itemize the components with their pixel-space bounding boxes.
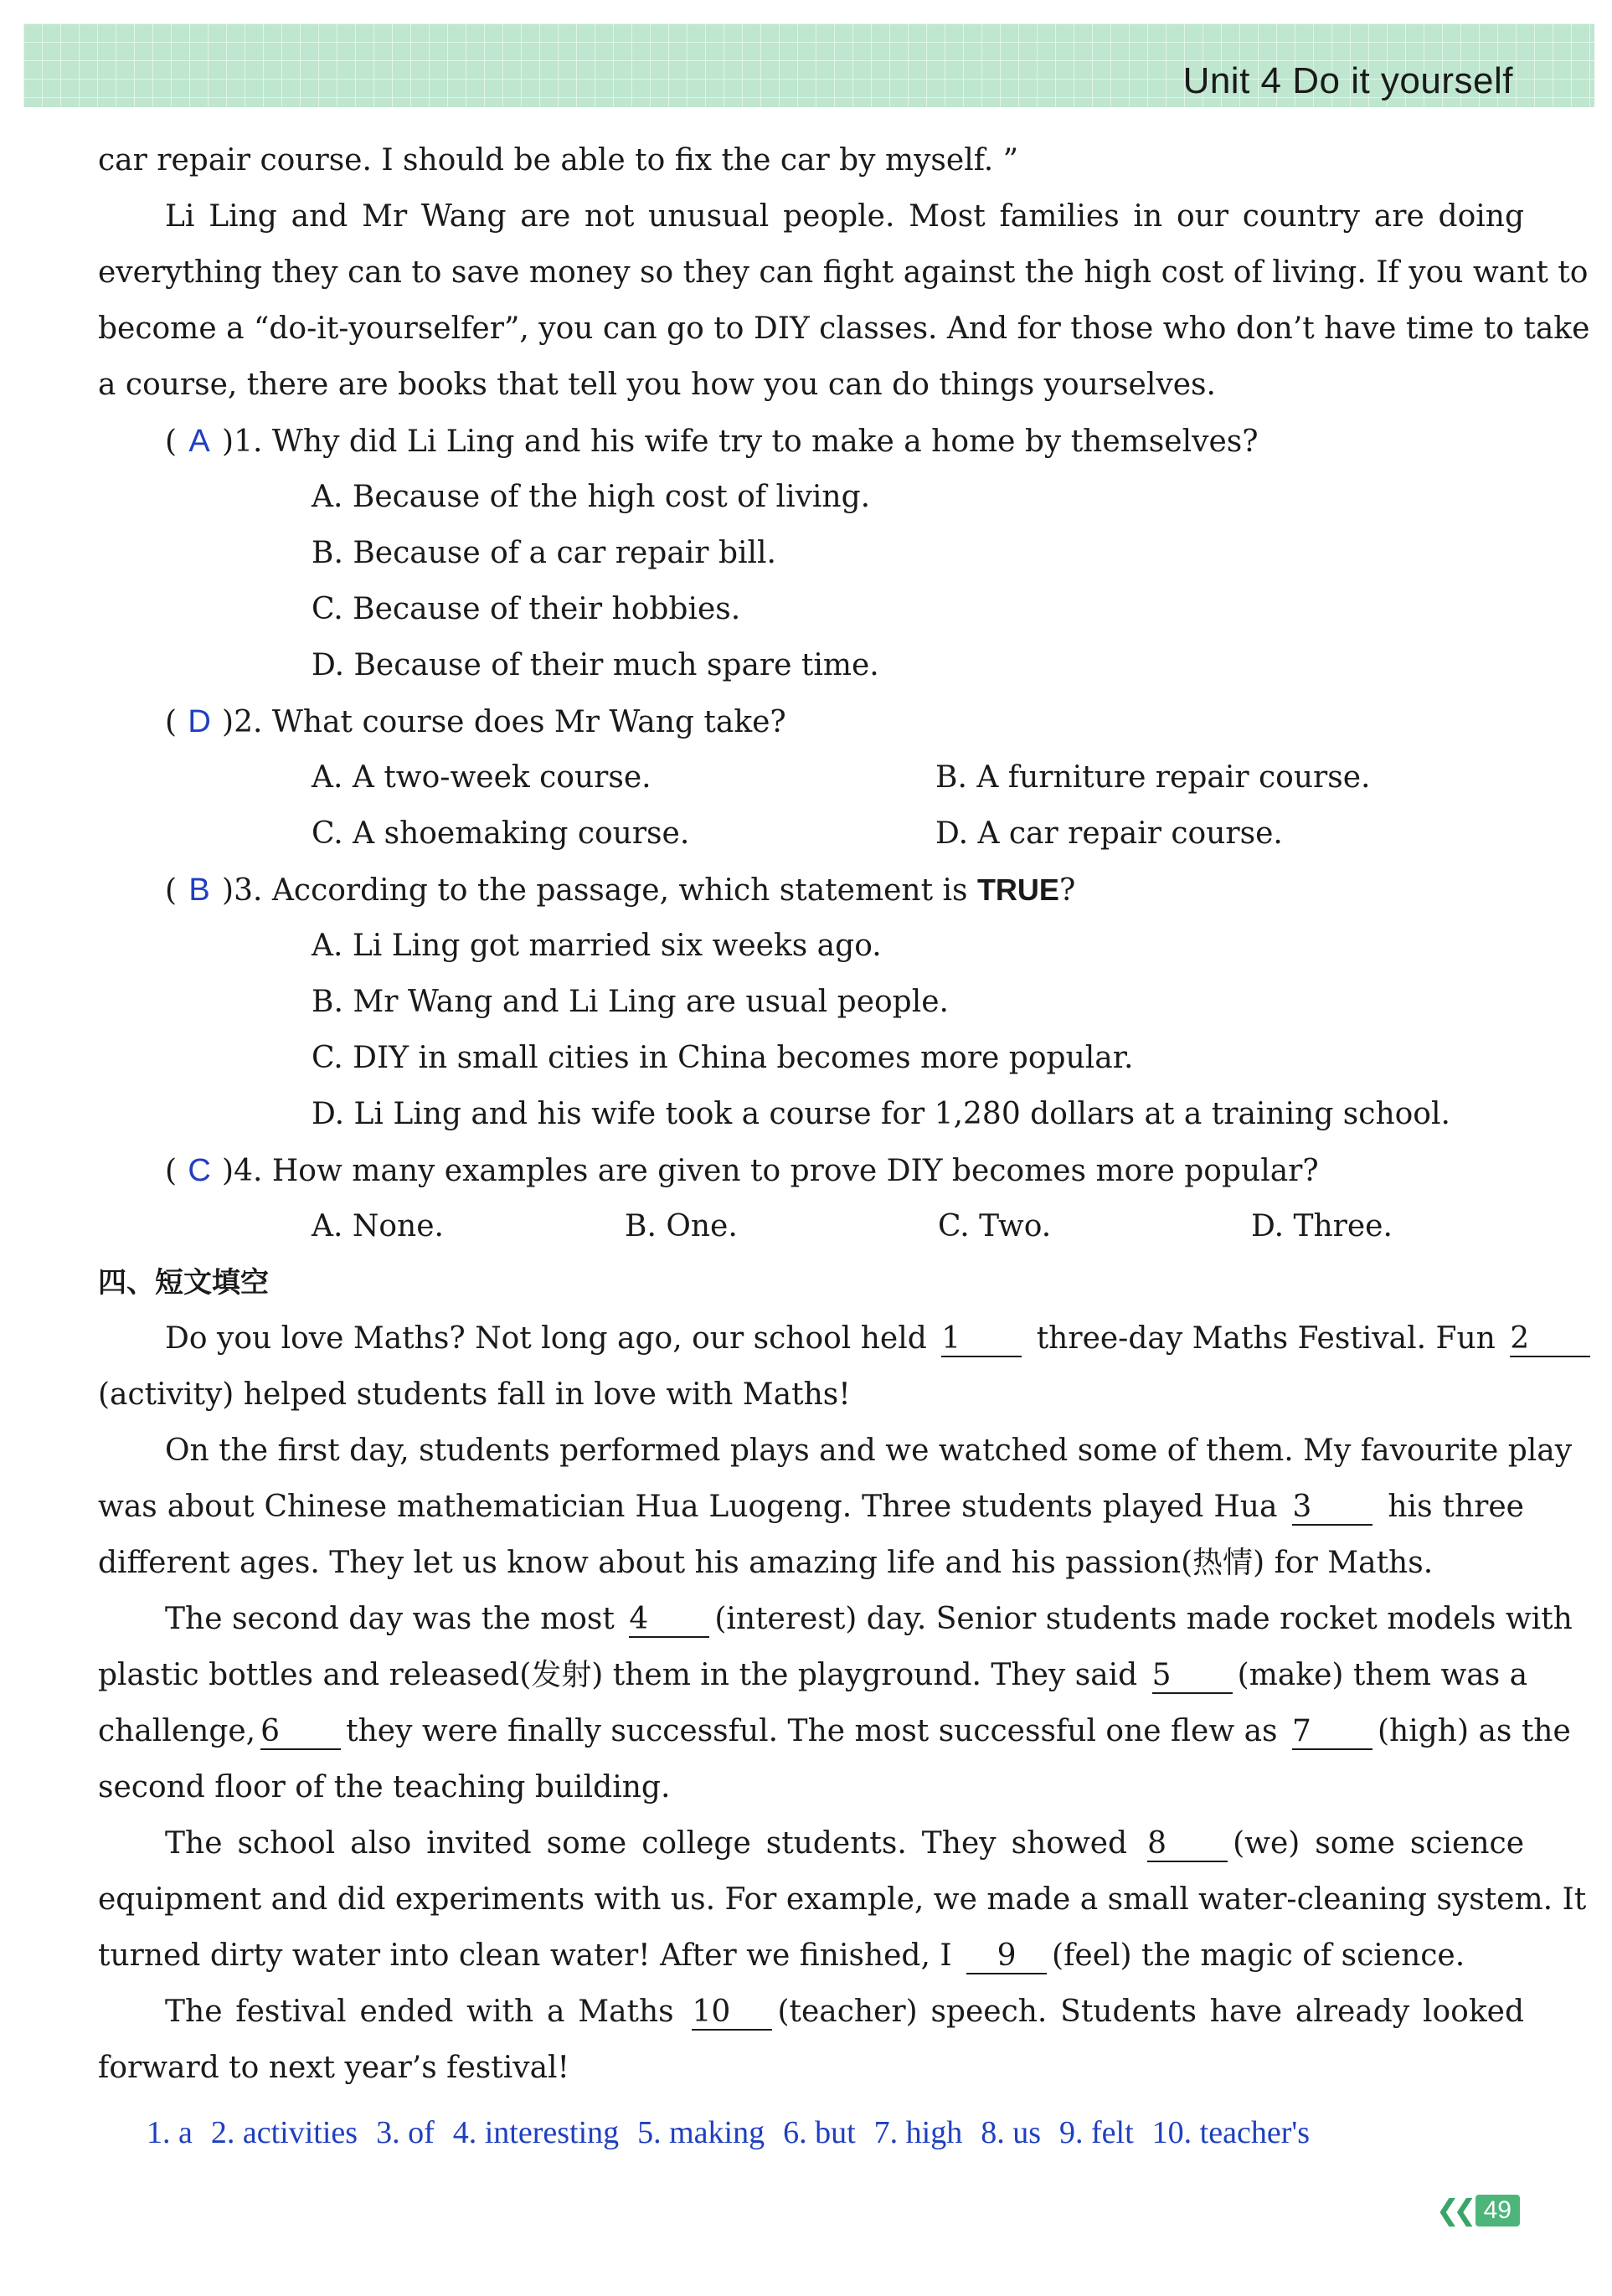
answer-item: 5. making: [637, 2115, 765, 2150]
answer-item: 7. high: [873, 2115, 963, 2150]
passage-line: car repair course. I should be able to fix the car by myself. ”: [98, 143, 1019, 178]
answer-item: 6. but: [783, 2115, 856, 2150]
option: C. Two.: [938, 1209, 1052, 1243]
answer-mark: B: [188, 873, 210, 908]
cloze-line: different ages. They let us know about his amazing life and his passion(热情) for Maths.: [98, 1546, 1434, 1580]
option-row: [98, 809, 1524, 865]
option: A. Li Ling got married six weeks ago.: [312, 929, 882, 963]
option: C. Because of their hobbies.: [312, 592, 741, 626]
cloze-line: second floor of the teaching building.: [98, 1770, 671, 1804]
page-number: 49: [1476, 2195, 1520, 2227]
option: C. DIY in small cities in China becomes more popular.: [312, 1041, 1134, 1075]
blank-1: 1: [941, 1322, 1022, 1357]
cloze-line: (activity) helped students fall in love with Maths!: [98, 1377, 851, 1412]
answer-item: 1. a: [147, 2115, 193, 2150]
page-number-badge: [1436, 2194, 1520, 2227]
page-content: [98, 136, 1590, 2164]
question-2: ( D )2. What course does Mr Wang take?: [98, 697, 1524, 753]
passage-line: Li Ling and Mr Wang are not unusual people. Most families in our country are doing: [165, 199, 1524, 234]
blank-10: 10: [692, 1995, 772, 2031]
option: C. A shoemaking course.: [312, 816, 690, 851]
blank-8: 8: [1147, 1827, 1228, 1862]
option: A. Because of the high cost of living.: [312, 480, 871, 514]
blank-3: 3: [1292, 1490, 1373, 1526]
question-text: According to the passage, which statement is: [271, 873, 977, 908]
cloze-line: equipment and did experiments with us. For example, we made a small water-cleaning system. It: [98, 1882, 1587, 1917]
answer-item: 4. interesting: [452, 2115, 620, 2150]
blank-5: 5: [1152, 1659, 1233, 1694]
cloze-line: The festival ended with a Maths 10 (teacher) speech. Students have already looked: [165, 1995, 1524, 2029]
cloze-line: forward to next year’s festival!: [98, 2051, 570, 2085]
answer-item: 8. us: [981, 2115, 1042, 2150]
blank-2: 2: [1510, 1322, 1590, 1357]
cloze-line: Do you love Maths? Not long ago, our school held 1 three-day Maths Festival. Fun 2: [98, 1314, 1524, 1370]
question-number: )4.: [222, 1154, 263, 1188]
cloze-line: was about Chinese mathematician Hua Luogeng. Three students played Hua 3 his three: [98, 1490, 1524, 1524]
cloze-line: turned dirty water into clean water! After we finished, I 9 (feel) the magic of science.: [98, 1938, 1465, 1973]
option: D. Li Ling and his wife took a course for 1,280 dollars at a training school.: [312, 1097, 1450, 1131]
blank-7: 7: [1292, 1715, 1373, 1750]
question-number: )1.: [222, 425, 263, 459]
option: D. Because of their much spare time.: [312, 648, 879, 682]
blank-9: 9: [966, 1939, 1047, 1974]
passage-line: a course, there are books that tell you how you can do things yourselves.: [98, 368, 1216, 402]
answer-mark: C: [188, 1153, 211, 1188]
option: D. A car repair course.: [935, 816, 1283, 851]
passage-line: everything they can to save money so they can fight against the high cost of living. If you want to: [98, 255, 1589, 290]
passage-line: become a “do-it-yourselfer”, you can go to DIY classes. And for those who don’t have time to take: [98, 311, 1590, 346]
option: A. None.: [312, 1209, 444, 1243]
question-text: What course does Mr Wang take?: [271, 705, 786, 739]
answer-key: [98, 2108, 1524, 2164]
option: D. Three.: [1251, 1209, 1393, 1243]
question-emphasis: TRUE: [976, 873, 1059, 907]
question-3: ( B )3. According to the passage, which statement is TRUE?: [98, 865, 1524, 921]
cloze-line: The second day was the most 4 (interest) day. Senior students made rocket models with: [165, 1602, 1573, 1636]
question-text: ?: [1058, 873, 1076, 908]
option: B. A furniture repair course.: [935, 760, 1371, 795]
cloze-line: challenge, 6 they were finally successful. The most successful one flew as 7 (high) as the: [98, 1714, 1571, 1748]
cloze-line: The school also invited some college students. They showed 8 (we) some science: [165, 1826, 1524, 1861]
answer-mark: D: [188, 704, 211, 739]
option: B. Because of a car repair bill.: [312, 536, 776, 570]
option-row: [98, 1202, 1524, 1258]
answer-item: 10. teacher's: [1151, 2115, 1310, 2150]
question-1: ( A )1. Why did Li Ling and his wife try to make a home by themselves?: [98, 416, 1524, 472]
question-number: )3.: [222, 873, 263, 908]
question-4: ( C )4. How many examples are given to prove DIY becomes more popular?: [98, 1145, 1524, 1202]
question-text: How many examples are given to prove DIY becomes more popular?: [271, 1154, 1319, 1188]
option: B. One.: [625, 1209, 738, 1243]
option: A. A two-week course.: [312, 760, 651, 795]
double-chevron-left-icon: ❮❮: [1435, 2194, 1470, 2227]
answer-mark: A: [188, 424, 210, 459]
cloze-line: plastic bottles and released(发射) them in the playground. They said 5 (make) them was a: [98, 1658, 1528, 1692]
question-text: Why did Li Ling and his wife try to make a home by themselves?: [271, 425, 1259, 459]
option-row: [98, 753, 1524, 809]
answer-item: 9. felt: [1059, 2115, 1134, 2150]
option: B. Mr Wang and Li Ling are usual people.: [312, 985, 949, 1019]
blank-4: 4: [629, 1603, 709, 1638]
blank-6: 6: [260, 1715, 341, 1750]
unit-title: Unit 4 Do it yourself: [1182, 60, 1513, 101]
answer-item: 3. of: [376, 2115, 435, 2150]
section-title: 四、短文填空: [98, 1266, 269, 1300]
answer-item: 2. activities: [210, 2115, 358, 2150]
question-number: )2.: [222, 705, 263, 739]
cloze-line: On the first day, students performed plays and we watched some of them. My favourite play: [165, 1434, 1573, 1468]
